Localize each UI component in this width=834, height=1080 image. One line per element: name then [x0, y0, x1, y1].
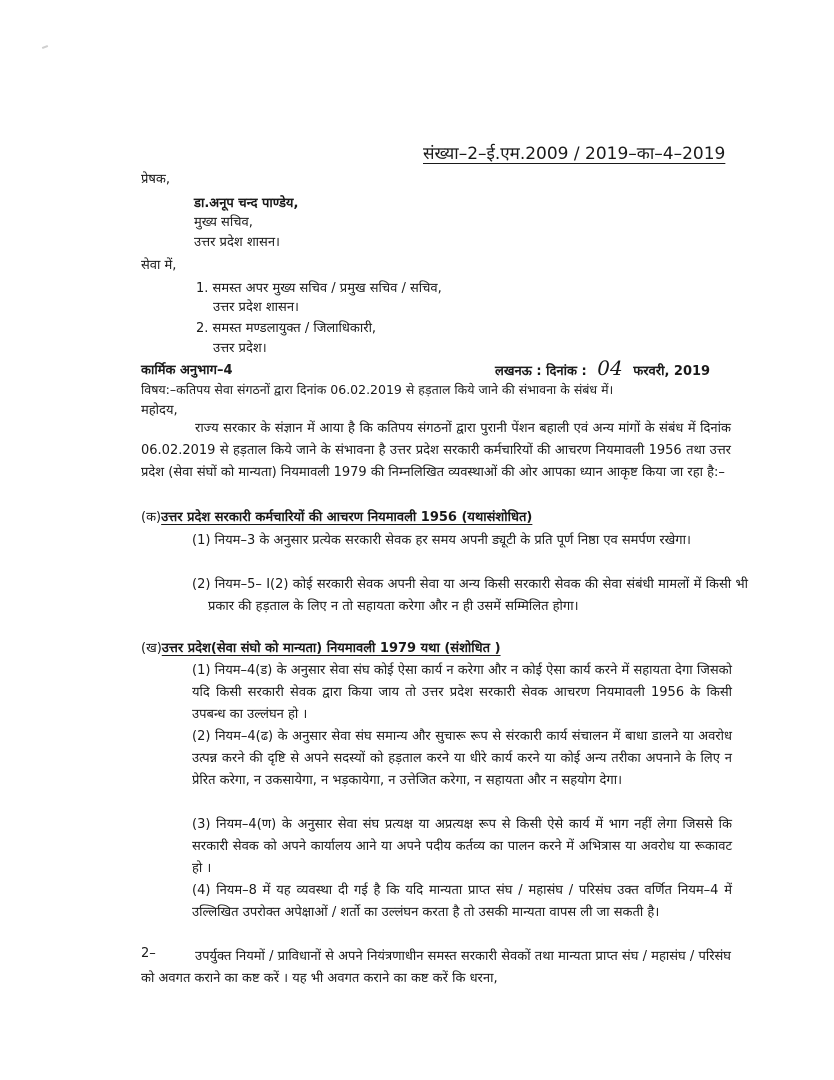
recipient-2-line2: उत्तर प्रदेश। — [213, 341, 267, 356]
heading-kha-title: उत्तर प्रदेश(सेवा संघो को मान्यता) नियमावली 1979 यथा (संशोधित ) — [161, 641, 501, 656]
recipient-2-line1: 2. समस्त मण्डलायुक्त / जिलाधिकारी, — [196, 321, 377, 336]
date-prefix: लखनऊ : दिनांक : — [495, 364, 587, 379]
heading-ka-prefix: (क) — [141, 510, 162, 525]
recipients-label: सेवा में, — [141, 258, 177, 273]
point-2-number: 2– — [141, 946, 156, 961]
rule-kha-4: (4) नियम–8 में यह व्यवस्था दी गई है कि यदि मान्यता प्राप्त संघ / महासंघ / परिसंघ उक्त वर्णित नियम–4 में उल्लिखित उपरोक्त अपेक्षाओं / शर्तो का उल्लंघन करता है तो उसकी मान्यता वापस ली जा सकती है। — [192, 883, 732, 920]
sender-label: प्रेषक, — [141, 172, 171, 187]
heading-kha-prefix: (ख) — [141, 641, 162, 656]
recipient-1-line1: 1. समस्त अपर मुख्य सचिव / प्रमुख सचिव / सचिव, — [196, 281, 442, 296]
date-suffix: फरवरी, 2019 — [633, 364, 711, 379]
rule-ka-2: (2) नियम–5– I(2) कोई सरकारी सेवक अपनी सेवा या अन्य किसी सरकारी सेवक की सेवा संबंधी मामलों में किसी भी प्रकार की हड़ताल के लिए न तो सहायता करेगा और न ही उसमें सम्मिलित होगा। — [192, 577, 748, 614]
scan-speck — [42, 45, 48, 49]
subject-line: विषय:–कतिपय सेवा संगठनों द्वारा दिनांक 06.02.2019 से हड़ताल किये जाने की संभावना के संबंध में। — [141, 382, 614, 397]
heading-ka — [141, 507, 532, 525]
rule-kha-3: (3) नियम–4(ण) के अनुसार सेवा संघ प्रत्यक्ष या अप्रत्यक्ष रूप से किसी ऐसे कार्य में भाग नहीं लेगा जिससे कि सरकारी सेवक को अपने कार्यालय आने या अपने पदीय कर्तव्य का पालन करने में अभित्रास या अवरोध या रूकावट हो । — [192, 817, 732, 876]
sender-office: उत्तर प्रदेश शासन। — [194, 235, 280, 250]
place-date — [495, 356, 710, 380]
section-name: कार्मिक अनुभाग–4 — [141, 363, 233, 378]
sender-name: डा.अनूप चन्द पाण्डेय, — [194, 196, 299, 211]
heading-ka-title: उत्तर प्रदेश सरकारी कर्मचारियों की आचरण नियमावली 1956 (यथासंशोधित) — [161, 510, 533, 525]
sender-designation: मुख्य सचिव, — [194, 215, 253, 230]
salutation: महोदय, — [141, 403, 178, 418]
intro-paragraph: राज्य सरकार के संज्ञान में आया है कि कतिपय संगठनों द्वारा पुरानी पेंशन बहाली एवं अन्य मांगों के संबंध में दिनांक 06.02.2019 से हड़ताल किये जाने के संभावना है उत्तर प्रदेश सरकारी कर्मचारियों की आचरण नियमावली 1956 तथा उत्तर प्रदेश (सेवा संघों को मान्यता) नियमावली 1979 की निम्नलिखित व्यवस्थाओं की ओर आपका ध्यान आकृष्ट किया जा रहा है:– — [141, 421, 731, 480]
point-2-text: उपर्युक्त नियमों / प्राविधानों से अपने नियंत्रणाधीन समस्त सरकारी सेवकों तथा मान्यता प्राप्त संघ / महासंघ / परिसंघ को अवगत कराने का कष्ट करें । यह भी अवगत कराने का कष्ट करें कि धरना, — [141, 949, 731, 986]
rule-kha-1: (1) नियम–4(ड) के अनुसार सेवा संघ कोई ऐसा कार्य न करेगा और न कोई ऐसा कार्य करने में सहायता देगा जिसको यदि किसी सरकारी सेवक द्वारा किया जाय तो उत्तर प्रदेश सरकारी सेवक आचरण नियमावली 1956 के किसी उपबन्ध का उल्लंघन हो । — [192, 663, 732, 722]
recipient-1-line2: उत्तर प्रदेश शासन। — [213, 300, 299, 315]
reference-number: संख्या–2–ई.एम.2009 / 2019–का–4–2019 — [423, 144, 726, 164]
heading-kha — [141, 638, 501, 656]
rule-kha-2: (2) नियम–4(ढ) के अनुसार सेवा संघ समान्य और सुचारू रूप से संरकारी कार्य संचालन में बाधा डालने या अवरोध उत्पन्न करने की दृष्टि से अपने सदस्यों को हड़ताल करने या धीरे कार्य करने या कोई अन्य तरीका अपनाने के लिए न प्रेरित करेगा, न उकसायेगा, न भड़कायेगा, न उत्तेजित करेगा, न सहायता और न सहयोग देगा। — [192, 729, 732, 788]
rule-ka-1: (1) नियम–3 के अनुसार प्रत्येक सरकारी सेवक हर समय अपनी ड्यूटी के प्रति पूर्ण निष्ठा एव समर्पण रखेगा। — [192, 533, 691, 548]
date-day-handwritten: 04 — [597, 356, 623, 380]
